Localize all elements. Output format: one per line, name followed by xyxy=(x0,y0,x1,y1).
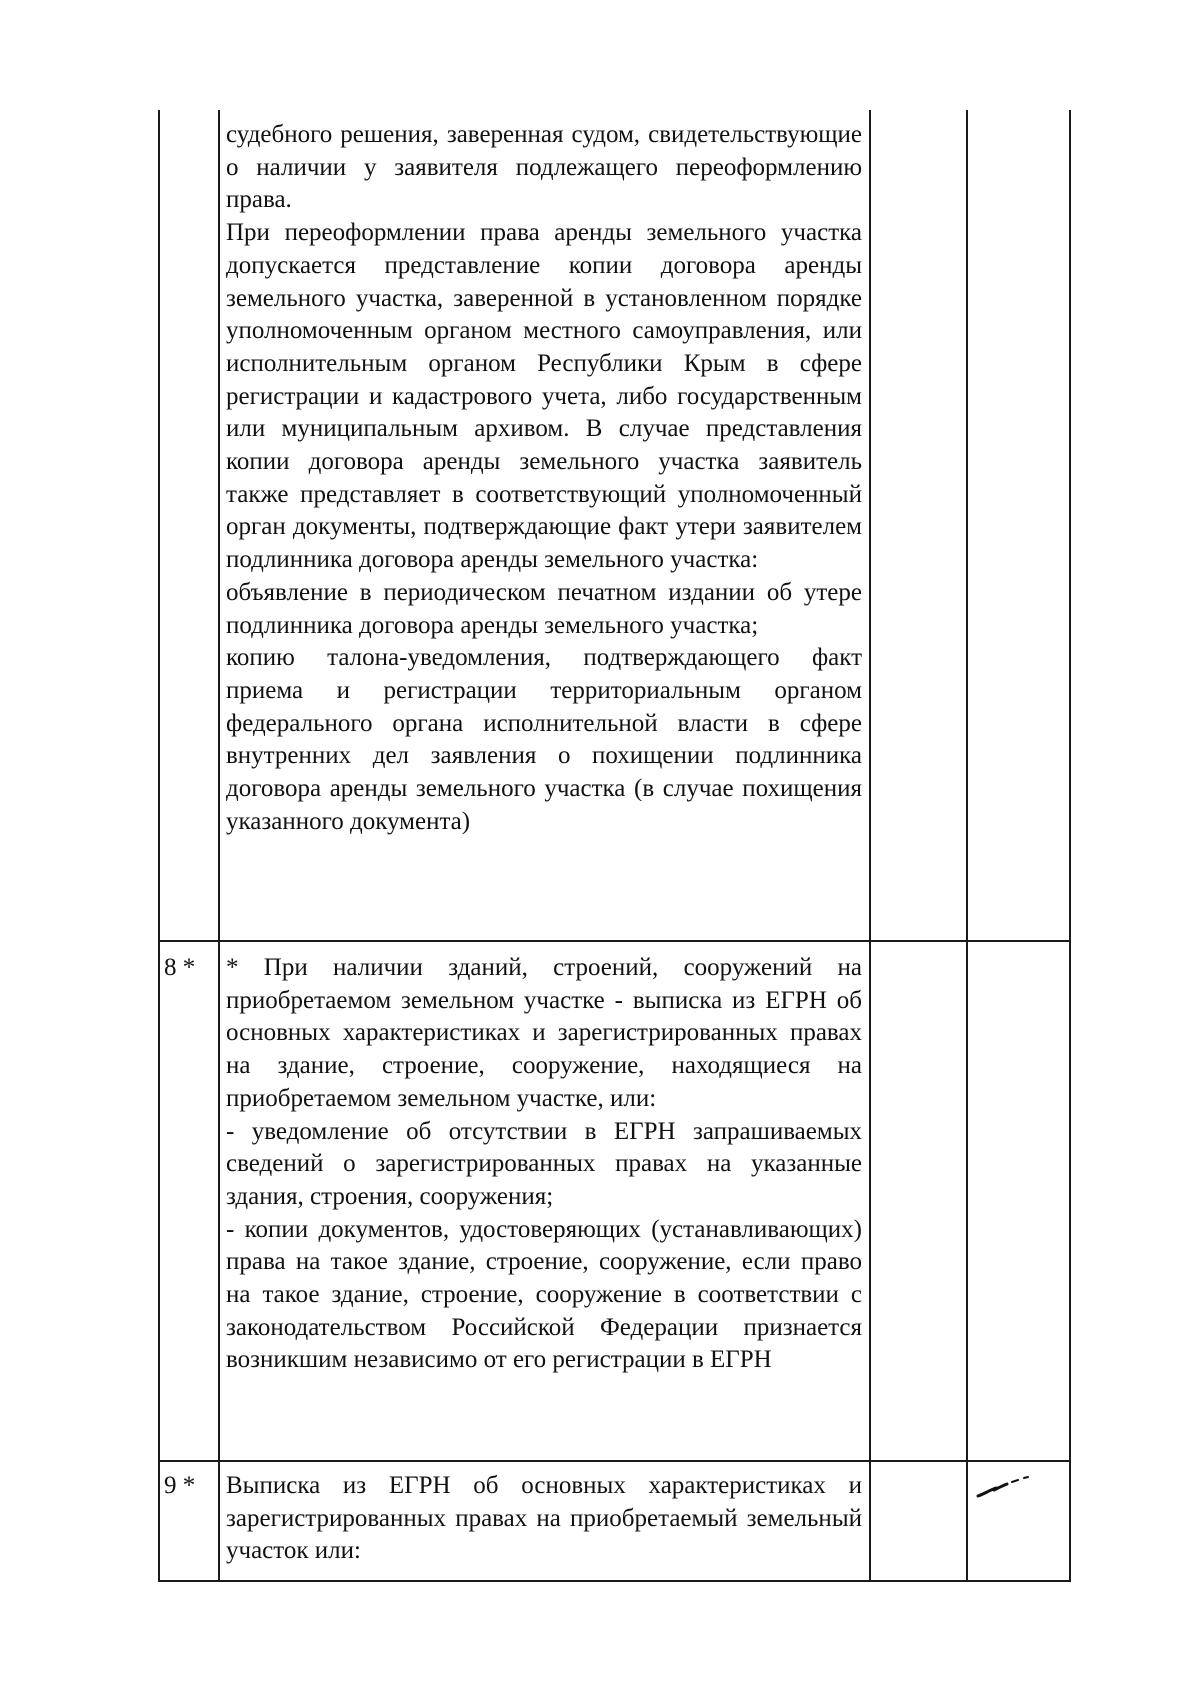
row-divider-1 xyxy=(158,940,1071,942)
paragraph: При переоформлении права аренды земельного участка допускается представление копии договора аренды земельного участка, заверенной в установленном порядке уполномоченным органом местного самоуправления, или исполнительным органом Республики Крым в сфере регистрации и кадастрового учета, либо государственным или муниципальным архивом. В случае представления копии договора аренды земельного участка заявитель также представляет в соответствующий уполномоченный орган документы, подтверждающие факт утери заявителем подлинника договора аренды земельного участка: xyxy=(226,219,862,574)
column-divider-2 xyxy=(869,110,871,1582)
row-number: 9 * xyxy=(164,1472,196,1499)
paragraph: объявление в периодическом печатном издании об утере подлинника договора аренды земельного участка; xyxy=(226,578,862,639)
paragraph: * При наличии зданий, строений, сооружений на приобретаемом земельном участке - выписка из ЕГРН об основных характеристиках и зарегистрированных правах на здание, строение, сооружение, находящиеся на приобретаемом земельном участке, или: xyxy=(226,954,862,1112)
paragraph: - копии документов, удостоверяющих (устанавливающих) права на такое здание, строение, сооружение, если право на такое здание, строение, сооружение в соответствии с законодательством Российской Федерации признается возникшим независимо от его регистрации в ЕГРН xyxy=(226,1215,862,1374)
table-cell-content xyxy=(226,1470,862,1568)
row-divider-2 xyxy=(158,1460,1071,1462)
table-border-right xyxy=(1069,110,1071,1582)
paragraph: - уведомление об отсутствии в ЕГРН запрашиваемых сведений о зарегистрированных правах на указанные здания, строения, сооружения; xyxy=(226,1117,862,1210)
documents-table xyxy=(158,110,1071,1582)
table-cell-content xyxy=(226,952,862,1377)
table-border-left xyxy=(158,110,160,1582)
paragraph: судебного решения, заверенная судом, свидетельствующие о наличии у заявителя подлежащего переоформлению права. xyxy=(226,121,862,214)
table-border-bottom xyxy=(158,1580,1071,1582)
table-cell-content xyxy=(226,119,862,838)
row-number: 8 * xyxy=(164,954,196,981)
handwritten-mark-icon xyxy=(974,1472,1044,1512)
column-divider-1 xyxy=(218,110,220,1582)
paragraph: копию талона-уведомления, подтверждающего факт приема и регистрации территориальным органом федерального органа исполнительной власти в сфере внутренних дел заявления о похищении подлинника договора аренды земельного участка (в случае похищения указанного документа) xyxy=(226,644,862,835)
paragraph: Выписка из ЕГРН об основных характеристиках и зарегистрированных правах на приобретаемый земельный участок или: xyxy=(226,1472,862,1565)
column-divider-3 xyxy=(966,110,968,1582)
